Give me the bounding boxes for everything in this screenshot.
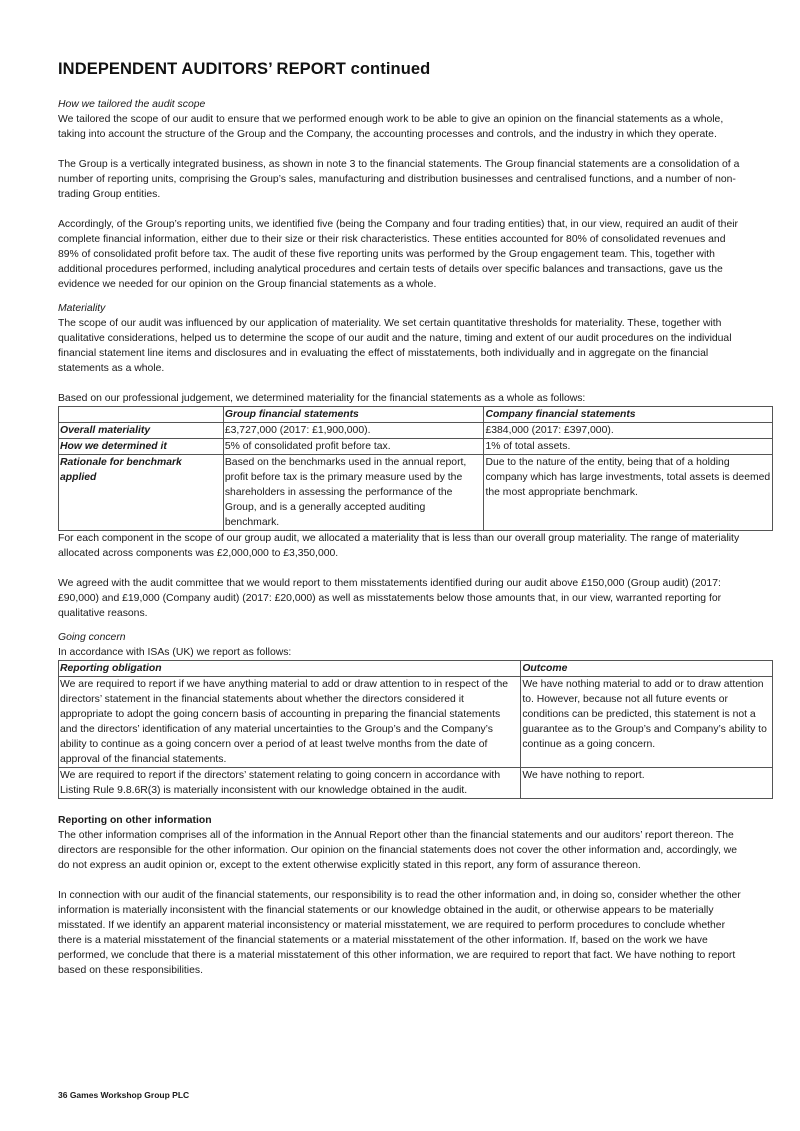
materiality-paragraph-3: We agreed with the audit committee that we would report to them misstatements identified during our audit above £150,000 (Group audit) (2017: £90,000) and £19,000 (Company audit) (2017: £20,000) as well as misstatements below those amounts that, in our view, warranted reporting for qualitative reasons.	[58, 578, 722, 619]
table-row	[59, 455, 773, 531]
table-cell: 5% of consolidated profit before tax.	[223, 439, 484, 455]
table-cell: Due to the nature of the entity, being that of a holding company which has large investments, total assets is deemed the most appropriate benchmark.	[484, 455, 773, 531]
table-cell: How we determined it	[59, 439, 224, 455]
other-info-paragraph-2: In connection with our audit of the financial statements, our responsibility is to read the other information and, in doing so, consider whether the other information is materially inconsistent with the financial statements or our knowledge obtained in the audit, or otherwise appears to be materially misstated. If we identify an apparent material inconsistency or material misstatement, we are required to perform procedures to conclude whether there is a material misstatement of the financial statements or a material misstatement of the other information. If, based on the work we have performed, we conclude that there is a material misstatement of this other information, we are required to report that fact. We have nothing to report based on these responsibilities.	[58, 890, 741, 976]
going-concern-heading: Going concern	[58, 632, 126, 643]
table-header-cell	[59, 407, 224, 423]
materiality-paragraph-1: The scope of our audit was influenced by our application of materiality. We set certain quantitative thresholds for materiality. These, together with qualitative considerations, helped us to determine the scope of our audit and the nature, timing and extent of our audit procedures on the individual financial statement line items and disclosures and in evaluating the effect of misstatements, both individually and in aggregate on the financial statements as a whole.	[58, 318, 732, 374]
table-cell: £3,727,000 (2017: £1,900,000).	[223, 423, 484, 439]
scope-paragraph-2: The Group is a vertically integrated business, as shown in note 3 to the financial statements. The Group financial statements are a consolidation of a number of reporting units, comprising the Group’s sales, manufacturing and distribution businesses and centralised functions, and a number of non-trading Group entities.	[58, 159, 740, 200]
table-header-cell: Company financial statements	[484, 407, 773, 423]
other-info-heading: Reporting on other information	[58, 815, 212, 826]
table-row	[59, 677, 773, 768]
materiality-table	[58, 406, 773, 531]
table-cell: Rationale for benchmark applied	[59, 455, 224, 531]
scope-paragraph-3: Accordingly, of the Group’s reporting units, we identified five (being the Company and four trading entities) that, in our view, required an audit of their complete financial information, either due to their size or their risk characteristics. These entities accounted for 80% of consolidated revenues and 89% of consolidated profit before tax. The audit of these five reporting units was performed by the Group engagement team. This, together with additional procedures performed, including analytical procedures and certain tests of details over specific balances and transactions, gave us the evidence we needed for our opinion on the Group financial statements as a whole.	[58, 219, 739, 290]
materiality-intro: Based on our professional judgement, we determined materiality for the financial statements as a whole as follows:	[58, 393, 586, 404]
report-body	[58, 97, 771, 978]
table-cell: £384,000 (2017: £397,000).	[484, 423, 773, 439]
going-concern-table	[58, 660, 773, 799]
table-header-row	[59, 407, 773, 423]
table-cell: We have nothing material to add or to draw attention to. However, because not all future events or conditions can be predicted, this statement is not a guarantee as to the Group’s and Company’s ability to continue as a going concern.	[521, 677, 773, 768]
page-footer: 36 Games Workshop Group PLC	[58, 1090, 190, 1100]
table-cell: We are required to report if the directors’ statement relating to going concern in accordance with Listing Rule 9.8.6R(3) is materially inconsistent with our knowledge obtained in the audit.	[59, 768, 521, 799]
table-header-row	[59, 661, 773, 677]
table-cell: Overall materiality	[59, 423, 224, 439]
other-info-paragraph-1: The other information comprises all of the information in the Annual Report other than the financial statements and our auditors’ report thereon. The directors are responsible for the other information. Our opinion on the financial statements does not cover the other information and, accordingly, we do not express an audit opinion or, except to the extent otherwise explicitly stated in this report, any form of assurance thereon.	[58, 830, 738, 871]
scope-heading: How we tailored the audit scope	[58, 99, 206, 110]
materiality-heading: Materiality	[58, 303, 106, 314]
table-cell: Based on the benchmarks used in the annual report, profit before tax is the primary measure used by the shareholders in assessing the performance of the Group, and is a generally accepted auditing benchmark.	[223, 455, 484, 531]
scope-paragraph-1: We tailored the scope of our audit to ensure that we performed enough work to be able to give an opinion on the financial statements as a whole, taking into account the structure of the Group and the Company, the accounting processes and controls, and the industry in which they operate.	[58, 114, 724, 140]
page-title: INDEPENDENT AUDITORS’ REPORT continued	[58, 60, 431, 78]
table-row	[59, 768, 773, 799]
materiality-paragraph-2: For each component in the scope of our group audit, we allocated a materiality that is less than our overall group materiality. The range of materiality allocated across components was £2,000,000 to £3,350,000.	[58, 533, 740, 559]
table-row	[59, 423, 773, 439]
table-row	[59, 439, 773, 455]
table-cell: We are required to report if we have anything material to add or draw attention to in respect of the directors’ statement in the financial statements about whether the directors considered it appropriate to adopt the going concern basis of accounting in preparing the financial statements and the directors’ identification of any material uncertainties to the Group’s and the Company’s ability to continue as a going concern over a period of at least twelve months from the date of approval of the financial statements.	[59, 677, 521, 768]
table-cell: We have nothing to report.	[521, 768, 773, 799]
table-header-cell: Outcome	[521, 661, 773, 677]
going-concern-intro: In accordance with ISAs (UK) we report as follows:	[58, 647, 292, 658]
table-header-cell: Reporting obligation	[59, 661, 521, 677]
table-header-cell: Group financial statements	[223, 407, 484, 423]
table-cell: 1% of total assets.	[484, 439, 773, 455]
